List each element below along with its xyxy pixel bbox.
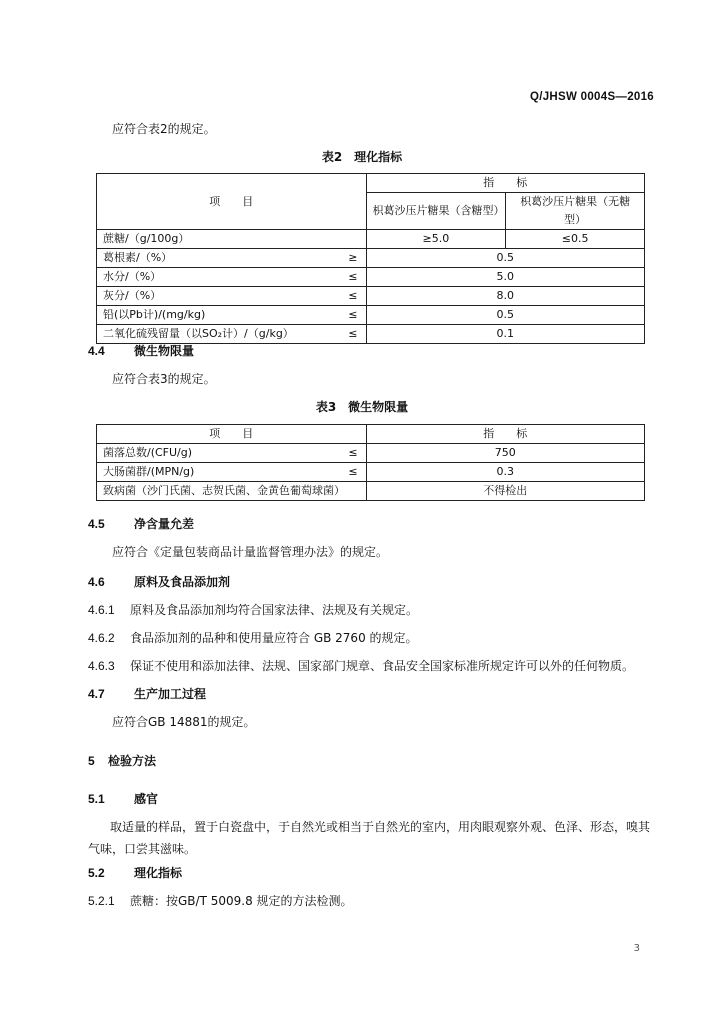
sub-header: 枳葛沙压片糖果（含糖型） (366, 193, 506, 230)
row-value: 5.0 (366, 268, 645, 287)
section-5-heading: 5 检验方法 (88, 754, 157, 768)
section-4-4-text: 应符合表3的规定。 (112, 372, 216, 386)
row-label: 菌落总数/(CFU/g) (103, 446, 193, 459)
section-4-5-text: 应符合《定量包装商品计量监督管理办法》的规定。 (112, 545, 389, 559)
table-row (97, 463, 645, 482)
row-value: 0.5 (366, 306, 645, 325)
row-label: 大肠菌群/(MPN/g) (103, 465, 195, 478)
row-value: 8.0 (366, 287, 645, 306)
table2 (96, 173, 645, 344)
clause-4-6-2: 4.6.2 食品添加剂的品种和使用量应符合 GB 2760 的规定。 (88, 631, 418, 645)
row-symbol: ≤ (348, 327, 358, 340)
intro-text: 应符合表2的规定。 (112, 122, 216, 136)
row-value: 0.5 (366, 249, 645, 268)
row-value: 0.3 (366, 463, 644, 482)
section-4-5-heading: 4.5 净含量允差 (88, 517, 195, 531)
standard-code: Q/JHSW 0004S—2016 (530, 91, 654, 103)
row-symbol: ≤ (348, 289, 358, 302)
table-row (97, 249, 645, 268)
row-value: ≥5.0 (366, 230, 506, 249)
table-row (97, 325, 645, 344)
table-row (97, 268, 645, 287)
item-header: 项 目 (97, 174, 367, 230)
item-header: 项 目 (97, 425, 367, 444)
index-header: 指 标 (366, 174, 645, 193)
row-value: ≤0.5 (506, 230, 645, 249)
row-symbol: ≤ (348, 270, 358, 283)
section-4-7-heading: 4.7 生产加工过程 (88, 687, 207, 701)
sub-header: 枳葛沙压片糖果（无糖型） (506, 193, 645, 230)
clause-5-2-1: 5.2.1 蔗糖：按GB/T 5009.8 规定的方法检测。 (88, 894, 353, 908)
table-row (97, 425, 645, 444)
table-row (97, 230, 645, 249)
table-row (97, 482, 645, 501)
table3-caption: 表3 微生物限量 (315, 400, 409, 414)
section-4-6-heading: 4.6 原料及食品添加剂 (88, 575, 231, 589)
section-5-1-heading: 5.1 感官 (88, 792, 159, 806)
row-symbol: ≤ (348, 308, 358, 321)
table3 (96, 424, 645, 501)
table-row (97, 444, 645, 463)
row-label: 灰分/（%） (103, 289, 162, 302)
row-symbol: ≤ (348, 465, 358, 478)
table-row (97, 174, 645, 193)
row-value: 不得检出 (366, 482, 644, 501)
row-label: 致病菌（沙门氏菌、志贺氏菌、金黄色葡萄球菌） (97, 482, 367, 501)
clause-4-6-3: 4.6.3 保证不使用和添加法律、法规、国家部门规章、食品安全国家标准所规定许可以外的任何物质。 (88, 659, 635, 673)
section-4-4-heading: 4.4 微生物限量 (88, 344, 195, 358)
row-value: 750 (366, 444, 644, 463)
row-label: 二氧化硫残留量（以SO₂计）/（g/kg） (103, 327, 294, 340)
section-5-1-text: 取适量的样品，置于白瓷盘中，于自然光或相当于自然光的室内，用肉眼观察外观、色泽、形态，嗅其气味，口尝其滋味。 (88, 820, 651, 856)
table-row (97, 306, 645, 325)
clause-4-6-1: 4.6.1 原料及食品添加剂均符合国家法律、法规及有关规定。 (88, 603, 419, 617)
row-symbol: ≥ (348, 251, 358, 264)
section-5-2-heading: 5.2 理化指标 (88, 866, 183, 880)
row-label: 水分/（%） (103, 270, 162, 283)
table-row (97, 287, 645, 306)
row-value: 0.1 (366, 325, 645, 344)
row-label: 葛根素/（%） (103, 251, 173, 264)
table2-caption: 表2 理化指标 (321, 150, 403, 164)
row-label: 铅(以Pb计)/(mg/kg) (103, 308, 206, 321)
page-number: 3 (633, 943, 640, 954)
row-symbol: ≤ (348, 446, 358, 459)
section-4-7-text: 应符合GB 14881的规定。 (112, 715, 256, 729)
index-header: 指 标 (366, 425, 644, 444)
row-label: 蔗糖/（g/100g） (97, 230, 367, 249)
